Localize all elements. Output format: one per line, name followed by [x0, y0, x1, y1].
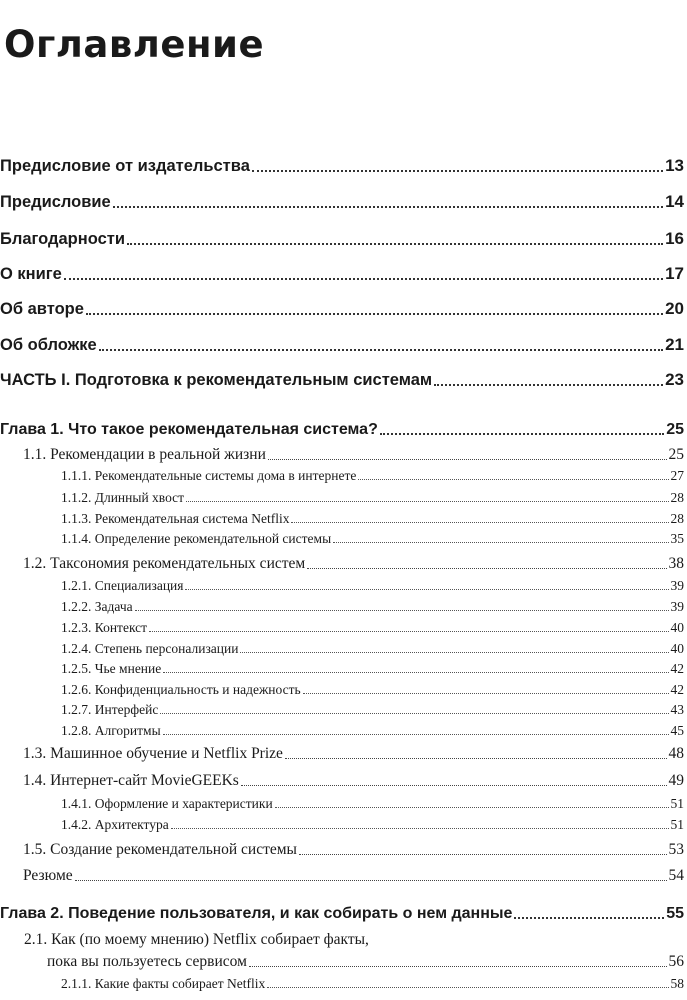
toc-entry-label: 1.4. Интернет-сайт MovieGEEKs [23, 772, 239, 789]
dot-leader [160, 713, 668, 714]
toc-entry-subsection-1-1-2[interactable] [61, 489, 684, 506]
toc-page-number: 17 [665, 264, 684, 283]
toc-entry-label: Глава 2. Поведение пользователя, и как собирать о нем данные [0, 905, 513, 922]
toc-entry-label: 1.1.2. Длинный хвост [61, 490, 185, 505]
toc-entry-label: 1.2. Таксономия рекомендательных систем [23, 555, 306, 572]
toc-entry-label: 1.1.1. Рекомендательные системы дома в интернете [61, 468, 357, 483]
toc-page-number: 58 [670, 976, 684, 991]
dot-leader [241, 785, 667, 786]
dot-leader [358, 479, 668, 480]
toc-entry-acknowledgments[interactable] [0, 228, 684, 250]
toc-page-number: 40 [670, 641, 684, 656]
toc-entry-summary[interactable] [23, 866, 684, 885]
toc-page-number: 21 [665, 335, 684, 354]
page-title: Оглавление [4, 22, 265, 66]
toc-entry-label: 1.2.5. Чье мнение [61, 661, 162, 676]
toc-entry-subsection-1-1-4[interactable] [61, 530, 684, 547]
toc-entry-section-2-1-line-1: 2.1. Как (по моему мнению) Netflix собирает факты, [24, 931, 369, 948]
dot-leader [240, 652, 668, 653]
toc-page-number: 14 [665, 192, 684, 211]
toc-entry-section-2-1[interactable] [47, 952, 684, 971]
toc-entry-section-1-5[interactable] [23, 840, 684, 859]
toc-page-number: 40 [670, 620, 684, 635]
toc-entry-subsection-1-1-3[interactable] [61, 510, 684, 527]
toc-entry-label: 1.1.4. Определение рекомендательной системы [61, 531, 332, 546]
dot-leader [64, 278, 663, 280]
dot-leader [186, 501, 668, 502]
toc-entry-label: 1.5. Создание рекомендательной системы [23, 841, 297, 858]
toc-entry-label: О книге [0, 265, 62, 283]
toc-entry-label: 1.2.3. Контекст [61, 620, 148, 635]
toc-page-number: 51 [670, 817, 684, 832]
dot-leader [252, 170, 663, 172]
toc-page-number: 25 [666, 421, 684, 438]
toc-entry-label: Глава 1. Что такое рекомендательная система? [0, 421, 378, 438]
toc-entry-subsection-1-1-1[interactable] [61, 467, 684, 484]
dot-leader [299, 854, 667, 855]
dot-leader [75, 880, 667, 881]
toc-page-number: 43 [670, 702, 684, 717]
toc-entry-chapter-1[interactable] [0, 420, 684, 440]
dot-leader [434, 384, 663, 386]
toc-entry-subsection-1-4-1[interactable] [61, 795, 684, 812]
toc-entry-section-1-4[interactable] [23, 771, 684, 790]
toc-entry-section-1-2[interactable] [23, 554, 684, 573]
dot-leader [268, 459, 667, 460]
toc-entry-label: 1.3. Машинное обучение и Netflix Prize [23, 745, 283, 762]
toc-entry-subsection-1-2-2[interactable] [61, 598, 684, 615]
toc-entry-chapter-2[interactable] [0, 904, 684, 924]
toc-page-number: 53 [668, 841, 684, 858]
toc-entry-subsection-1-2-4[interactable] [61, 640, 684, 657]
toc-entry-subsection-1-2-8[interactable] [61, 722, 684, 739]
dot-leader [380, 433, 664, 435]
toc-entry-subsection-2-1-1[interactable] [61, 975, 684, 992]
toc-entry-label: Предисловие [0, 193, 111, 211]
toc-page-number: 38 [668, 555, 684, 572]
toc-page-number: 35 [670, 531, 684, 546]
toc-entry-label: Об авторе [0, 300, 84, 318]
toc-entry-label: 2.1.1. Какие факты собирает Netflix [61, 976, 266, 991]
toc-entry-label: Благодарности [0, 230, 125, 248]
dot-leader [163, 734, 669, 735]
toc-entry-label: пока вы пользуетесь сервисом [47, 953, 247, 970]
toc-entry-label: Предисловие от издательства [0, 157, 250, 175]
toc-page-number: 16 [665, 229, 684, 248]
toc-entry-section-1-3[interactable] [23, 744, 684, 763]
toc-page-number: 54 [668, 867, 684, 884]
dot-leader [514, 917, 664, 919]
dot-leader [163, 672, 668, 673]
toc-entry-label: ЧАСТЬ I. Подготовка к рекомендательным системам [0, 371, 433, 389]
dot-leader [127, 243, 663, 245]
toc-entry-about-book[interactable] [0, 263, 684, 285]
toc-entry-about-author[interactable] [0, 298, 684, 320]
toc-entry-label: 1.2.1. Специализация [61, 578, 184, 593]
toc-page-number: 42 [670, 661, 684, 676]
toc-entry-subsection-1-2-7[interactable] [61, 701, 684, 718]
dot-leader [275, 807, 669, 808]
toc-page-number: 48 [668, 745, 684, 762]
toc-page-number: 13 [665, 156, 684, 175]
toc-entry-part-1[interactable] [0, 369, 684, 391]
toc-entry-publisher-preface[interactable] [0, 155, 684, 177]
toc-page-number: 49 [668, 772, 684, 789]
toc-entry-subsection-1-4-2[interactable] [61, 816, 684, 833]
toc-entry-subsection-1-2-6[interactable] [61, 681, 684, 698]
toc-entry-about-cover[interactable] [0, 334, 684, 356]
toc-page-number: 42 [670, 682, 684, 697]
toc-page-number: 27 [670, 468, 684, 483]
dot-leader [307, 568, 666, 569]
toc-entry-label: 1.4.2. Архитектура [61, 817, 169, 832]
toc-page-number: 39 [670, 599, 684, 614]
dot-leader [185, 589, 668, 590]
toc-page-number: 25 [668, 446, 684, 463]
toc-entry-subsection-1-2-5[interactable] [61, 660, 684, 677]
toc-entry-subsection-1-2-1[interactable] [61, 577, 684, 594]
toc-page-number: 20 [665, 299, 684, 318]
toc-entry-label: Резюме [23, 867, 73, 884]
toc-entry-label: 1.2.4. Степень персонализации [61, 641, 239, 656]
toc-page-number: 23 [665, 370, 684, 389]
toc-entry-label: 1.2.7. Интерфейс [61, 702, 159, 717]
dot-leader [149, 631, 668, 632]
toc-entry-label: 1.4.1. Оформление и характеристики [61, 796, 273, 811]
dot-leader [113, 206, 663, 208]
dot-leader [333, 542, 668, 543]
toc-entry-label: Об обложке [0, 336, 97, 354]
dot-leader [267, 987, 668, 988]
toc-page-number: 28 [670, 511, 684, 526]
dot-leader [86, 313, 663, 315]
dot-leader [291, 522, 668, 523]
toc-entry-label: 1.1.3. Рекомендательная система Netflix [61, 511, 290, 526]
dot-leader [135, 610, 669, 611]
dot-leader [303, 693, 669, 694]
dot-leader [285, 758, 667, 759]
toc-entry-subsection-1-2-3[interactable] [61, 619, 684, 636]
toc-page-number: 45 [670, 723, 684, 738]
toc-entry-label: 1.1. Рекомендации в реальной жизни [23, 446, 266, 463]
toc-page-number: 55 [666, 905, 684, 922]
toc-page-number: 28 [670, 490, 684, 505]
dot-leader [99, 349, 663, 351]
toc-entry-preface[interactable] [0, 191, 684, 213]
toc-entry-label: 1.2.2. Задача [61, 599, 133, 614]
dot-leader [171, 828, 669, 829]
dot-leader [249, 966, 667, 967]
toc-entry-section-1-1[interactable] [23, 445, 684, 464]
toc-entry-label: 1.2.8. Алгоритмы [61, 723, 161, 738]
toc-page-number: 56 [668, 953, 684, 970]
toc-page-number: 51 [670, 796, 684, 811]
toc-entry-label: 1.2.6. Конфиденциальность и надежность [61, 682, 301, 697]
toc-page-number: 39 [670, 578, 684, 593]
